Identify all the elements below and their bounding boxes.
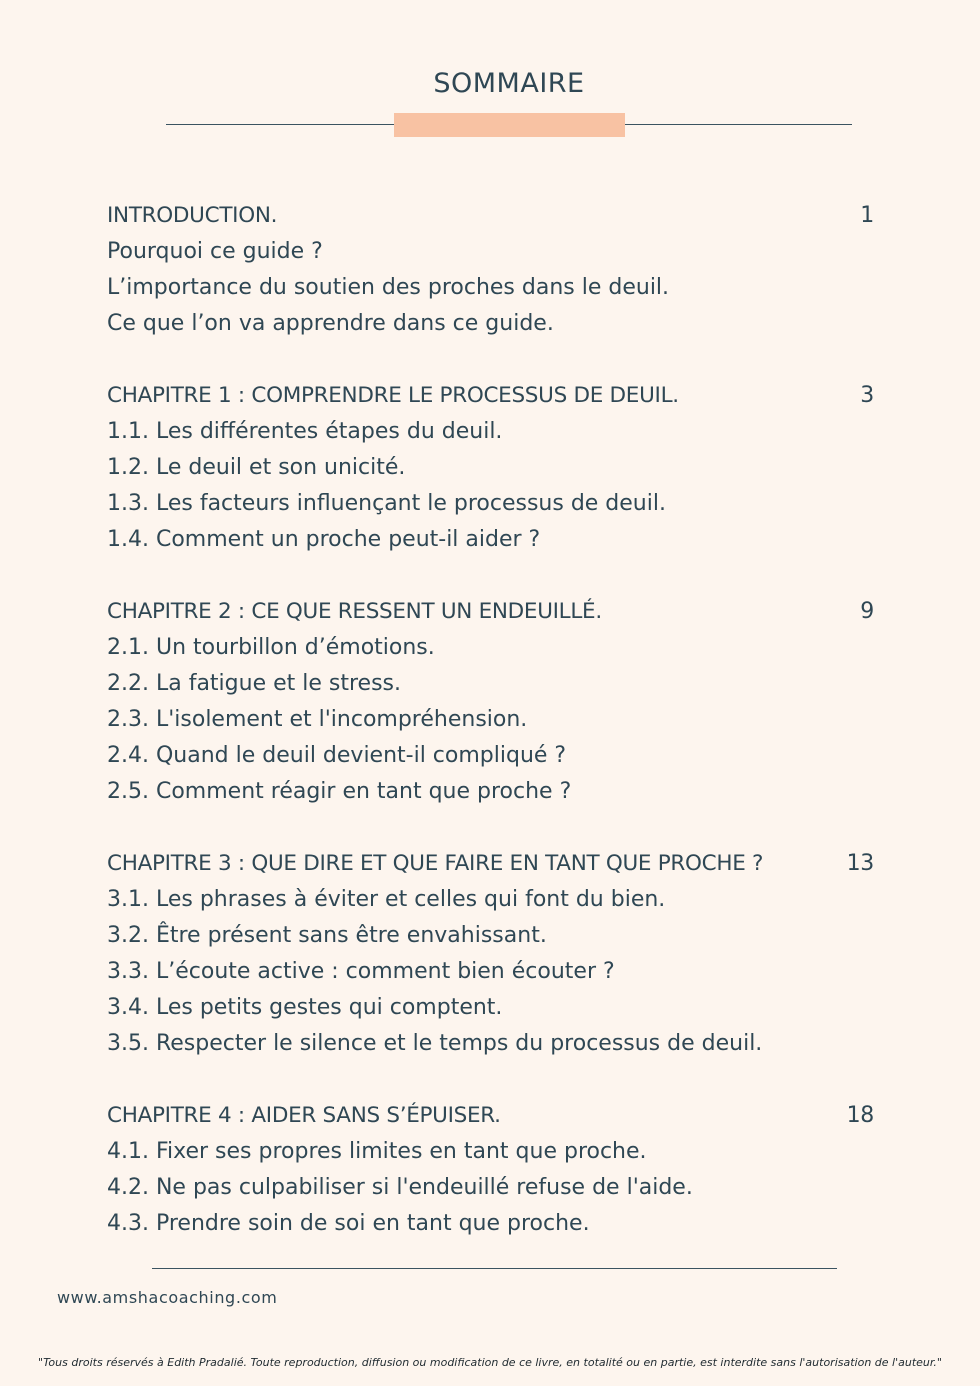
- toc-heading[interactable]: [107, 378, 897, 414]
- toc-section-chapitre-1: [107, 378, 897, 558]
- toc-item[interactable]: 1.3. Les facteurs influençant le processus de deuil.: [107, 491, 666, 516]
- toc-item[interactable]: 3.1. Les phrases à éviter et celles qui font du bien.: [107, 887, 666, 912]
- toc-item[interactable]: 3.2. Être présent sans être envahissant.: [107, 923, 547, 948]
- title-accent-bar: [394, 113, 625, 137]
- page-title: SOMMAIRE: [433, 68, 585, 99]
- toc-item[interactable]: Ce que l’on va apprendre dans ce guide.: [107, 311, 554, 336]
- toc-item[interactable]: L’importance du soutien des proches dans le deuil.: [107, 275, 670, 300]
- toc-item[interactable]: 4.3. Prendre soin de soi en tant que proche.: [107, 1211, 590, 1236]
- toc-heading-label: CHAPITRE 2 : CE QUE RESSENT UN ENDEUILLÉ.: [107, 599, 602, 624]
- title-rule-right: [625, 124, 852, 125]
- toc-item[interactable]: Pourquoi ce guide ?: [107, 239, 323, 264]
- website-link[interactable]: www.amshacoaching.com: [57, 1288, 278, 1307]
- toc-page-number: 18: [846, 1103, 874, 1128]
- copyright-notice: "Tous droits réservés à Edith Pradalié. Toute reproduction, diffusion ou modification de ce livre, en totalité ou en partie, est interdite sans l'autorisation de l'auteur.": [38, 1356, 942, 1369]
- toc-section-chapitre-3: [107, 846, 897, 1062]
- toc-section-chapitre-2: [107, 594, 897, 810]
- toc-item[interactable]: 3.4. Les petits gestes qui comptent.: [107, 995, 503, 1020]
- toc-item[interactable]: 2.2. La fatigue et le stress.: [107, 671, 402, 696]
- toc-page-number: 13: [846, 851, 874, 876]
- toc-heading-label: CHAPITRE 1 : COMPRENDRE LE PROCESSUS DE DEUIL.: [107, 383, 679, 408]
- title-rule-left: [166, 124, 394, 125]
- toc-page-number: 3: [860, 383, 874, 408]
- toc-item[interactable]: 3.3. L’écoute active : comment bien écouter ?: [107, 959, 615, 984]
- toc-heading[interactable]: [107, 594, 897, 630]
- toc-item[interactable]: 2.3. L'isolement et l'incompréhension.: [107, 707, 528, 732]
- toc-item[interactable]: 2.1. Un tourbillon d’émotions.: [107, 635, 435, 660]
- toc-item[interactable]: 1.1. Les différentes étapes du deuil.: [107, 419, 503, 444]
- toc-section-chapitre-4: [107, 1098, 897, 1242]
- toc-heading-label: CHAPITRE 3 : QUE DIRE ET QUE FAIRE EN TANT QUE PROCHE ?: [107, 851, 764, 876]
- toc-item[interactable]: 1.4. Comment un proche peut-il aider ?: [107, 527, 541, 552]
- toc-heading[interactable]: [107, 846, 897, 882]
- table-of-contents: [107, 198, 897, 1242]
- toc-item[interactable]: 4.1. Fixer ses propres limites en tant que proche.: [107, 1139, 647, 1164]
- footer-divider: [152, 1268, 837, 1269]
- toc-section-introduction: [107, 198, 897, 342]
- toc-page-number: 9: [860, 599, 874, 624]
- toc-item[interactable]: 2.4. Quand le deuil devient-il compliqué ?: [107, 743, 567, 768]
- toc-heading[interactable]: [107, 198, 897, 234]
- toc-item[interactable]: 1.2. Le deuil et son unicité.: [107, 455, 406, 480]
- toc-item[interactable]: 3.5. Respecter le silence et le temps du processus de deuil.: [107, 1031, 763, 1056]
- toc-item[interactable]: 2.5. Comment réagir en tant que proche ?: [107, 779, 572, 804]
- toc-item[interactable]: 4.2. Ne pas culpabiliser si l'endeuillé refuse de l'aide.: [107, 1175, 693, 1200]
- toc-heading-label: CHAPITRE 4 : AIDER SANS S’ÉPUISER.: [107, 1103, 501, 1128]
- toc-heading-label: INTRODUCTION.: [107, 203, 278, 228]
- toc-heading[interactable]: [107, 1098, 897, 1134]
- toc-page-number: 1: [860, 203, 874, 228]
